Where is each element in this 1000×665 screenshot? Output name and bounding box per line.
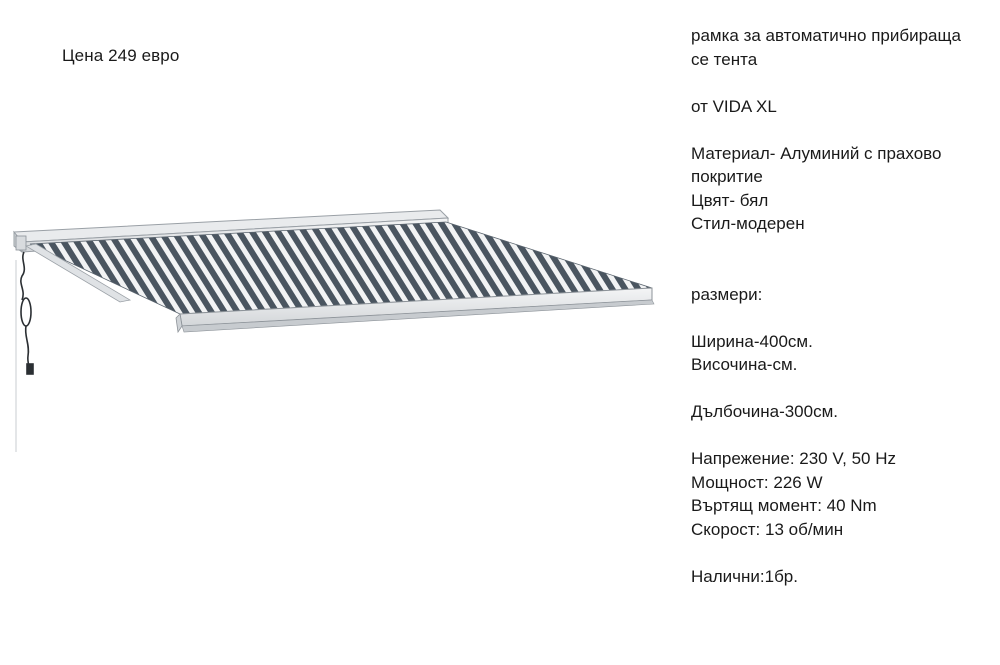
product-info (691, 24, 991, 588)
awning-image (0, 0, 700, 470)
material-line-2: покритие (691, 167, 763, 186)
title-line-1: рамка за автоматично прибираща (691, 26, 961, 45)
brand-text: от VIDA XL (691, 96, 777, 116)
style-text: Стил-модерен (691, 214, 805, 233)
height-text: Височина-см. (691, 355, 798, 374)
torque-text: Въртящ момент: 40 Nm (691, 496, 877, 515)
power-text: Мощност: 226 W (691, 472, 823, 492)
price-label: Цена 249 евро (62, 46, 180, 65)
speed-text: Скорост: 13 об/мин (691, 519, 844, 539)
material-line-1: Материал- Алуминий с прахово (691, 143, 942, 163)
dimensions-heading: размери: (691, 284, 763, 304)
power-cable (21, 252, 33, 374)
color-text: Цвят- бял (691, 190, 769, 210)
stock-text: Налични:1бр. (691, 566, 798, 586)
depth-text: Дълбочина-300см. (691, 402, 839, 421)
voltage-text: Напрежение: 230 V, 50 Hz (691, 449, 896, 468)
width-text: Ширина-400см. (691, 331, 813, 351)
title-line-2: се тента (691, 49, 758, 69)
